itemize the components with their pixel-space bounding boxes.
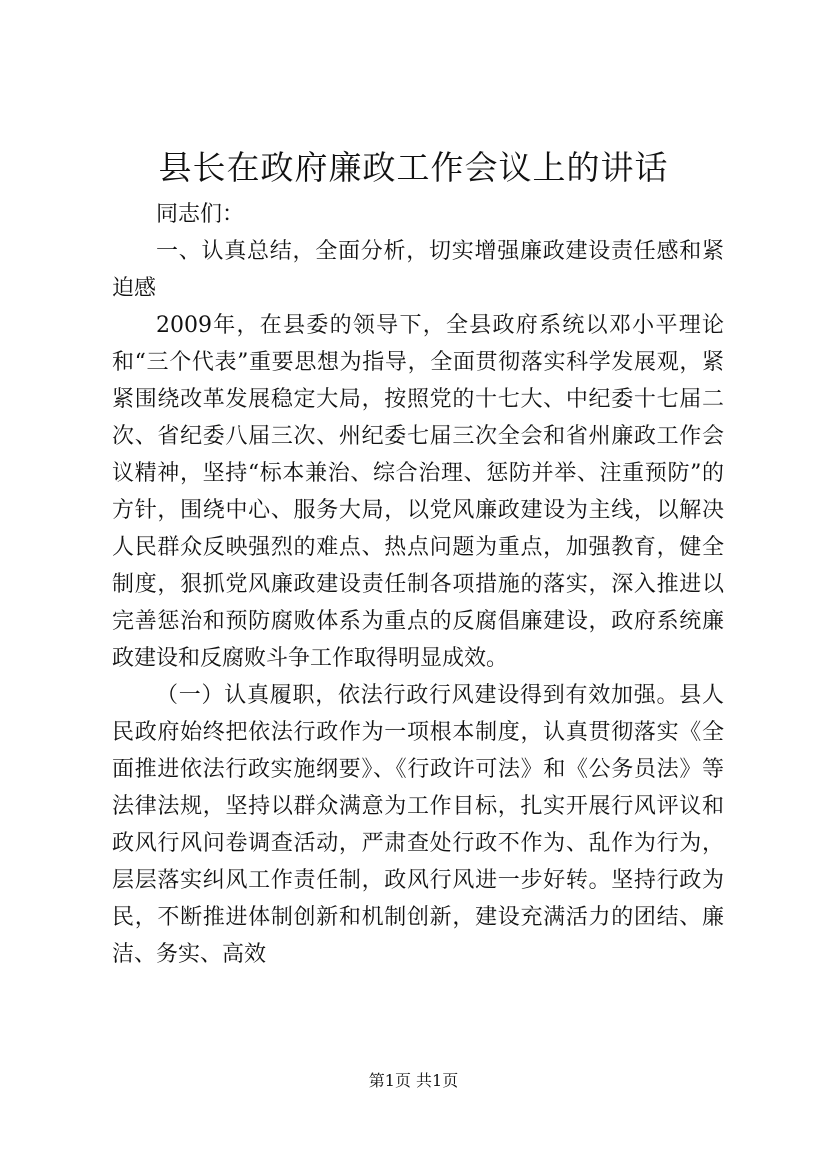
body-paragraph: （一）认真履职，依法行政行风建设得到有效加强。县人民政府始终把依法行政作为一项根本制度，认真贯彻落实《全面推进依法行政实施纲要》、《行政许可法》和《公务员法》等法律法规，坚持以群众满意为工作目标，扎实开展行风评议和政风行风问卷调查活动，严肃查处行政不作为、乱作为行为，层层落实纠风工作责任制，政风行风进一步好转。坚持行政为民，不断推进体制创新和机制创新，建设充满活力的团结、廉洁、务实、高效 <box>112 683 724 967</box>
salutation: 同志们： <box>156 202 245 227</box>
document-title: 县长在政府廉政工作会议上的讲话 <box>158 148 669 187</box>
section-heading: 一、认真总结，全面分析，切实增强廉政建设责任感和紧迫感 <box>112 239 724 301</box>
page-number-footer: 第1页 共1页 <box>368 1071 459 1090</box>
document-body <box>112 196 724 973</box>
body-paragraph: 2009年，在县委的领导下，全县政府系统以邓小平理论和“三个代表”重要思想为指导，全面贯彻落实科学发展观，紧紧围绕改革发展稳定大局，按照党的十七大、中纪委十七届二次、省纪委八届三次、州纪委七届三次全会和省州廉政工作会议精神，坚持“标本兼治、综合治理、惩防并举、注重预防”的方针，围绕中心、服务大局，以党风廉政建设为主线，以解决人民群众反映强烈的难点、热点问题为重点，加强教育，健全制度，狠抓党风廉政建设责任制各项措施的落实，深入推进以完善惩治和预防腐败体系为重点的反腐倡廉建设，政府系统廉政建设和反腐败斗争工作取得明显成效。 <box>112 313 724 671</box>
